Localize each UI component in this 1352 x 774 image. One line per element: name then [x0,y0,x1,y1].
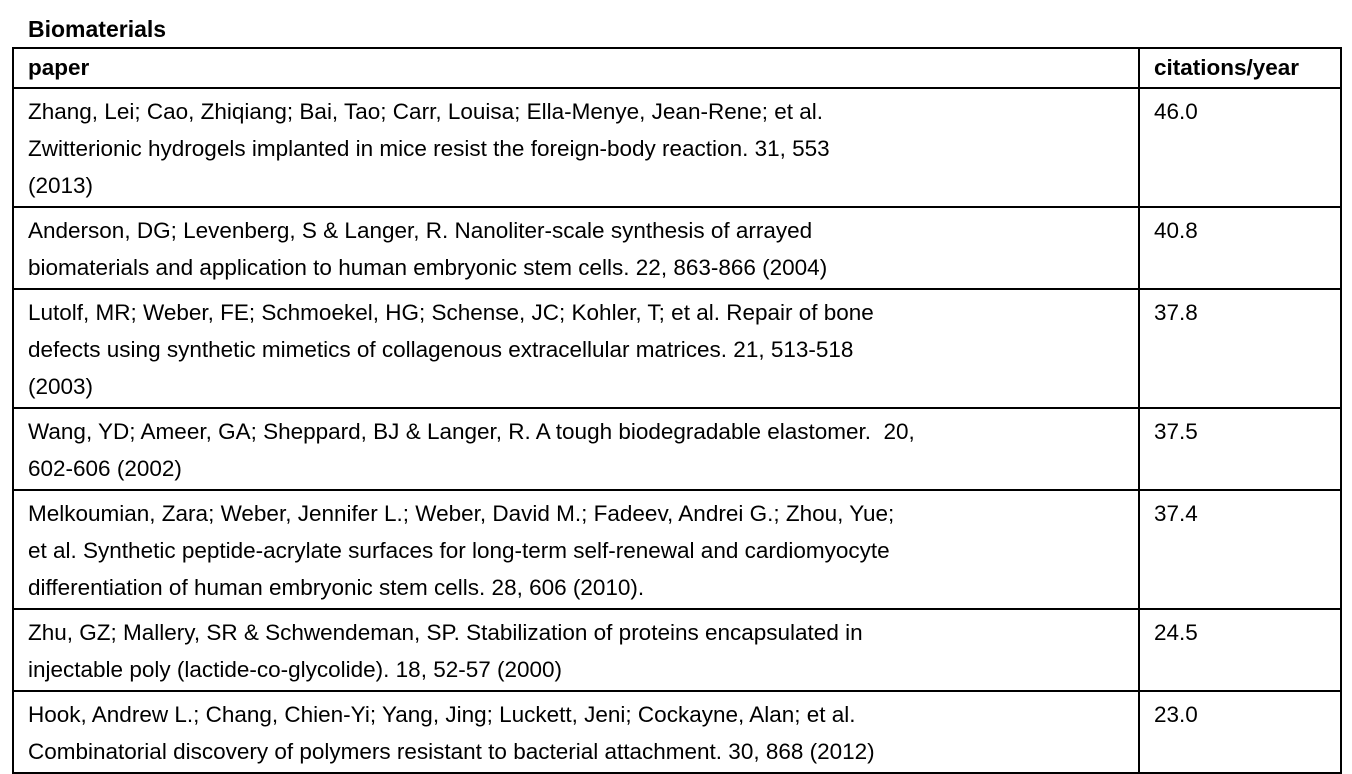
citations-table [12,47,1342,774]
citations-cell: 24.5 [1139,609,1341,691]
header-paper: paper [13,48,1139,88]
paper-line: (2013) [28,173,94,198]
header-citations-per-year: citations/year [1139,48,1341,88]
citations-cell: 37.4 [1139,490,1341,609]
paper-line: Anderson, DG; Levenberg, S & Langer, R. Nanoliter-scale synthesis of arrayed [28,218,813,243]
paper-line: 602-606 (2002) [28,456,182,481]
paper-line: et al. Synthetic peptide-acrylate surfaces for long-term self-renewal and cardiomyocyte [28,538,890,563]
table-row [13,207,1341,289]
paper-line: Wang, YD; Ameer, GA; Sheppard, BJ & Langer, R. A tough biodegradable elastomer. 20, [28,419,915,444]
table-row [13,691,1341,773]
paper-cell [13,691,1139,773]
paper-line: (2003) [28,374,94,399]
paper-line: Combinatorial discovery of polymers resistant to bacterial attachment. 30, 868 (2012) [28,739,875,764]
table-body [13,88,1341,773]
paper-cell [13,207,1139,289]
table-row [13,88,1341,207]
citations-cell: 46.0 [1139,88,1341,207]
table-row [13,490,1341,609]
paper-line: Hook, Andrew L.; Chang, Chien-Yi; Yang, Jing; Luckett, Jeni; Cockayne, Alan; et al. [28,702,856,727]
header-row [13,48,1341,88]
paper-line: injectable poly (lactide-co-glycolide). 18, 52-57 (2000) [28,657,563,682]
table-title: Biomaterials [28,16,167,42]
citations-cell: 40.8 [1139,207,1341,289]
paper-cell [13,88,1139,207]
citations-cell: 23.0 [1139,691,1341,773]
paper-line: Zhu, GZ; Mallery, SR & Schwendeman, SP. Stabilization of proteins encapsulated in [28,620,863,645]
paper-line: Zhang, Lei; Cao, Zhiqiang; Bai, Tao; Carr, Louisa; Ella-Menye, Jean-Rene; et al. [28,99,824,124]
paper-cell [13,289,1139,408]
paper-cell [13,408,1139,490]
paper-line: defects using synthetic mimetics of collagenous extracellular matrices. 21, 513-518 [28,337,854,362]
table-row [13,289,1341,408]
paper-line: differentiation of human embryonic stem cells. 28, 606 (2010). [28,575,645,600]
table-row [13,609,1341,691]
paper-line: Melkoumian, Zara; Weber, Jennifer L.; Weber, David M.; Fadeev, Andrei G.; Zhou, Yue; [28,501,895,526]
paper-cell [13,490,1139,609]
paper-line: Lutolf, MR; Weber, FE; Schmoekel, HG; Schense, JC; Kohler, T; et al. Repair of bone [28,300,874,325]
table-row [13,408,1341,490]
paper-cell [13,609,1139,691]
paper-line: Zwitterionic hydrogels implanted in mice resist the foreign-body reaction. 31, 553 [28,136,830,161]
citations-cell: 37.5 [1139,408,1341,490]
paper-line: biomaterials and application to human embryonic stem cells. 22, 863-866 (2004) [28,255,828,280]
citations-cell: 37.8 [1139,289,1341,408]
